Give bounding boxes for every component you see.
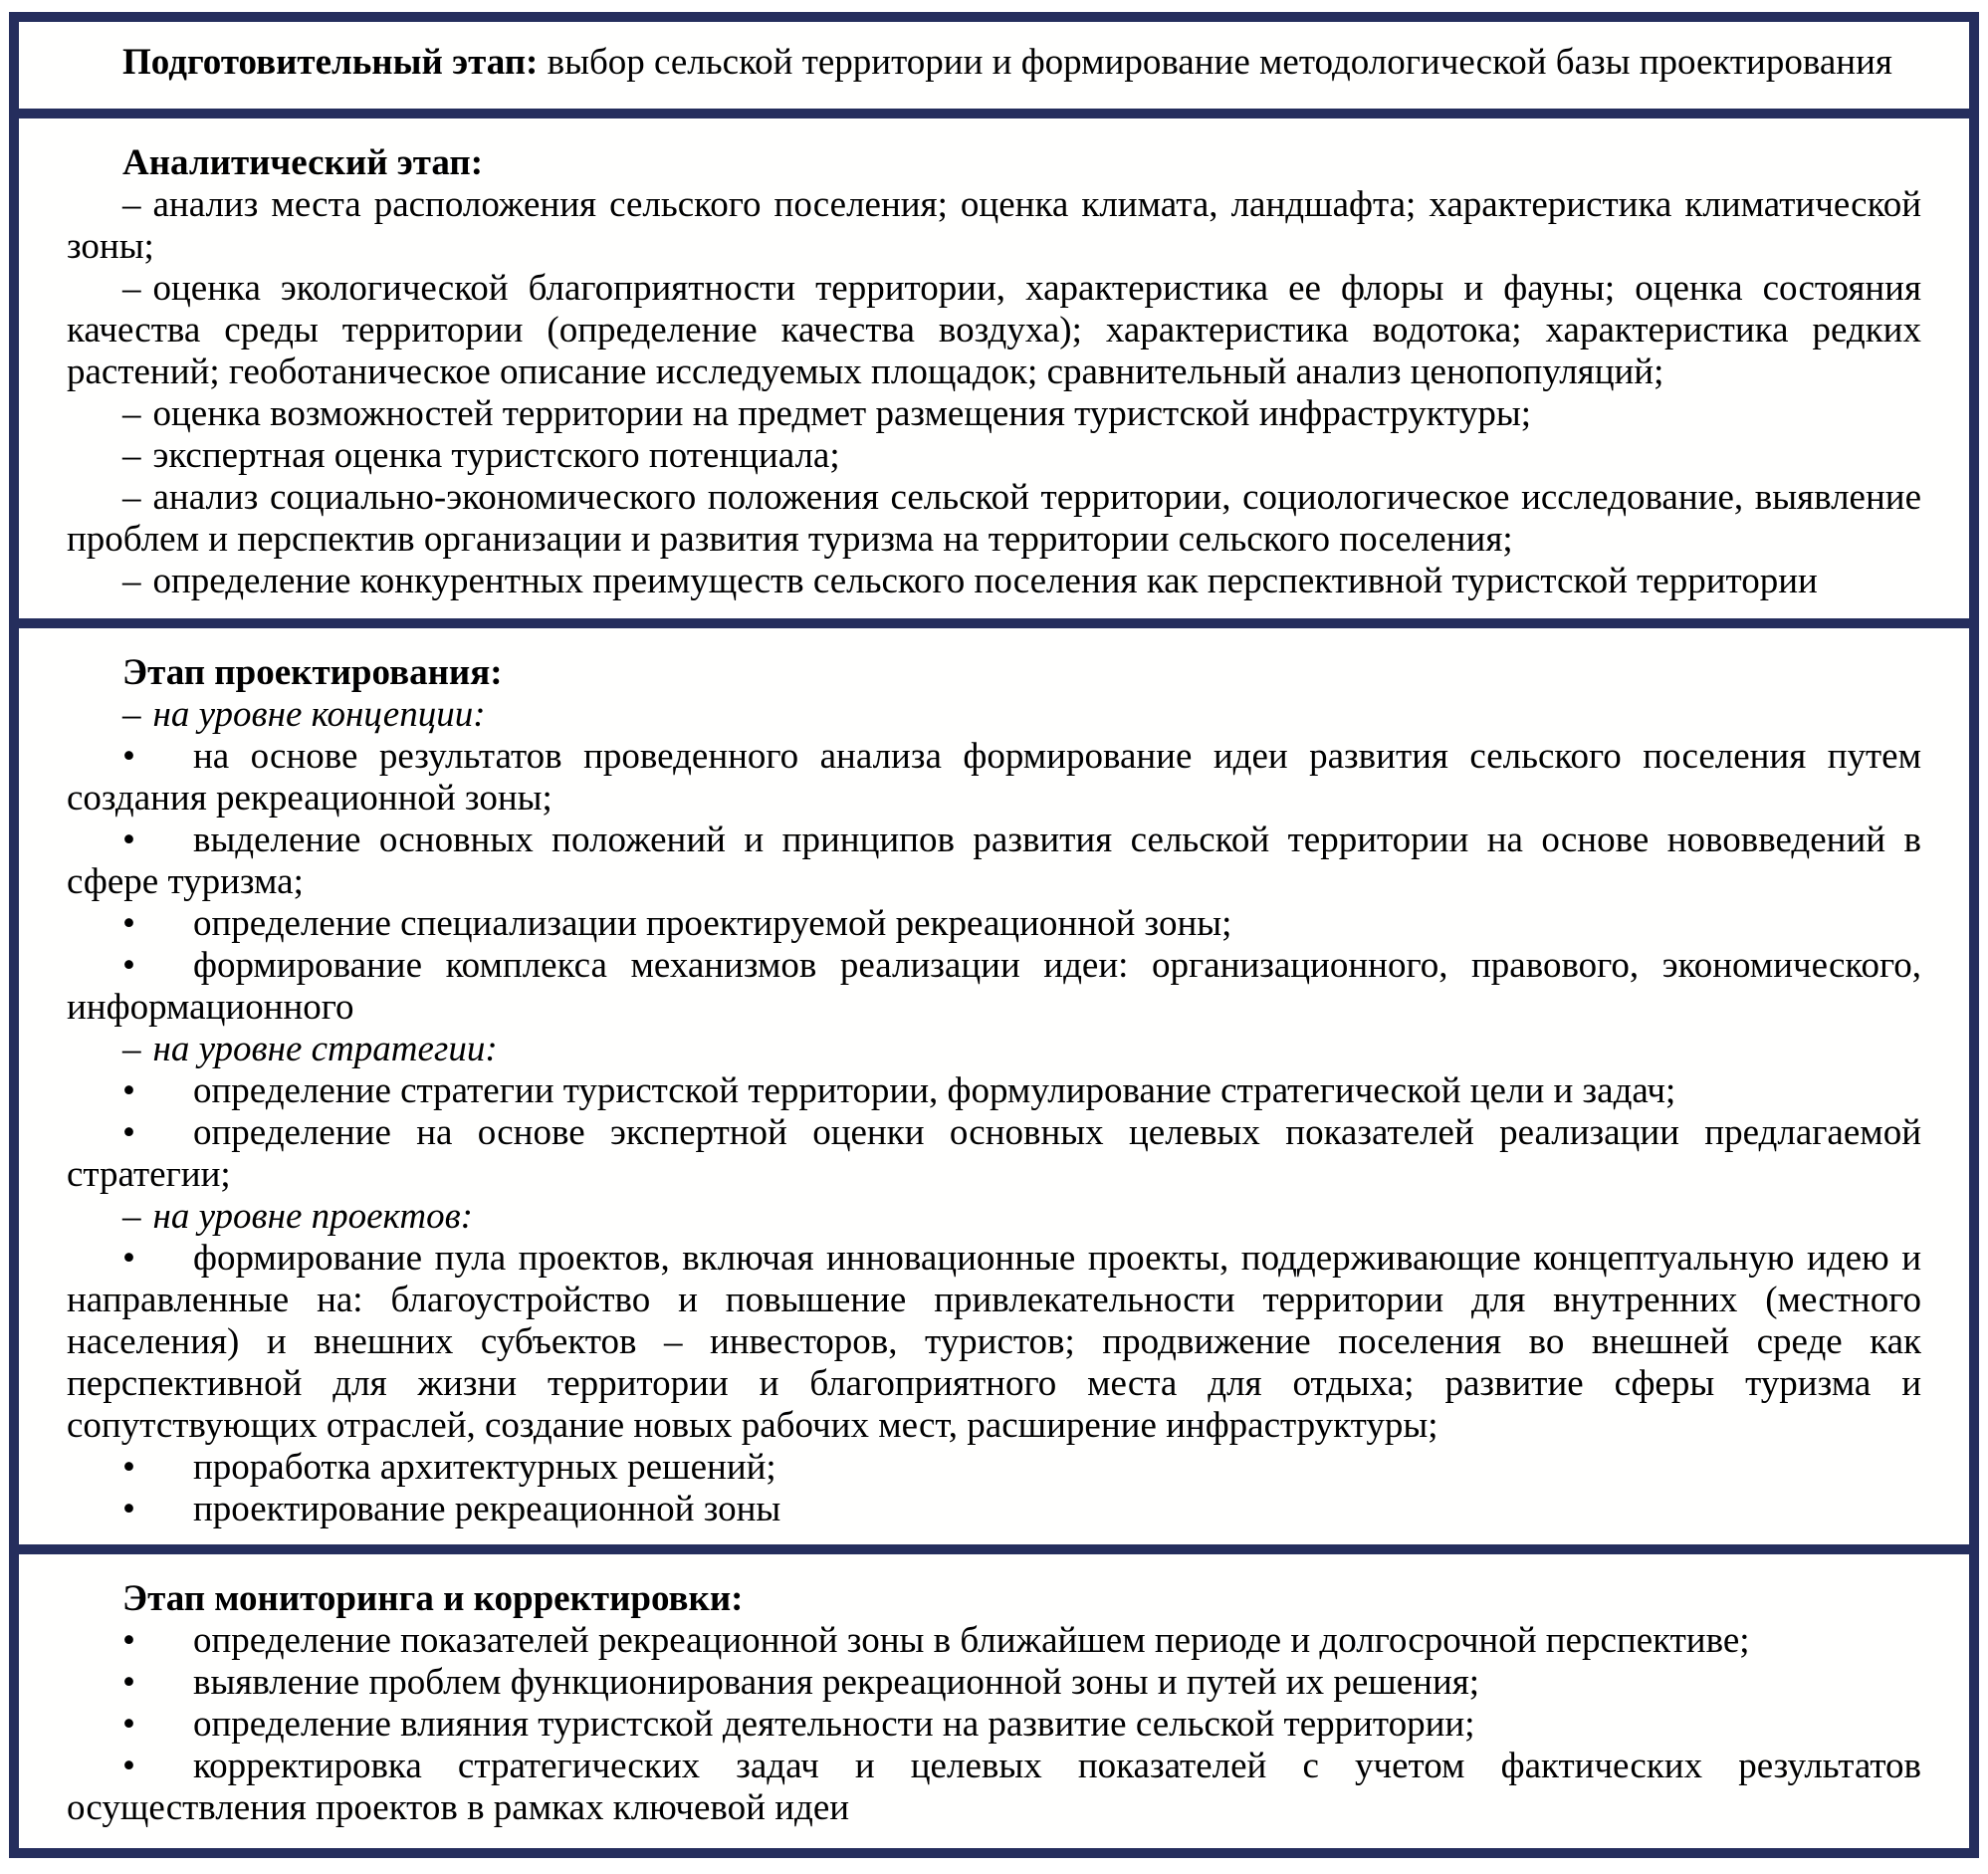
- bullet-marker: •: [122, 1662, 135, 1703]
- bullet-marker: •: [122, 736, 135, 777]
- stage-box-design: [9, 618, 1979, 1554]
- bullet-marker: •: [122, 1489, 135, 1529]
- stage-item-text: на уровне стратегии:: [152, 1029, 498, 1069]
- analytical-stage-heading: Аналитический этап:: [122, 142, 484, 183]
- stage-item: [67, 1196, 1921, 1238]
- stage-item-text: на уровне проектов:: [152, 1196, 473, 1237]
- stage-item-text: формирование комплекса механизмов реализации идеи: организационного, правового, экономического, информационного: [67, 945, 1921, 1028]
- stage-item: [67, 820, 1921, 903]
- stage-item-text: выделение основных положений и принципов развития сельской территории на основе нововведений в сфере туризма;: [67, 820, 1921, 902]
- bullet-marker: •: [122, 1620, 135, 1661]
- stage-item: [67, 694, 1921, 736]
- preparatory-stage-label: Подготовительный этап:: [122, 42, 539, 83]
- stage-item: [67, 1662, 1921, 1704]
- dash-marker: –: [122, 393, 141, 434]
- stage-item: [67, 945, 1921, 1029]
- stage-item: [67, 268, 1921, 393]
- stage-item-text: выявление проблем функционирования рекреационной зоны и путей их решения;: [192, 1662, 1480, 1703]
- stage-box-preparatory: [9, 12, 1979, 118]
- dash-marker: –: [122, 1196, 141, 1237]
- preparatory-stage-line: [67, 42, 1921, 84]
- stage-item-text: экспертная оценка туристского потенциала;: [152, 435, 840, 476]
- stage-item: [67, 1070, 1921, 1112]
- stage-item: [67, 393, 1921, 435]
- analytical-stage-items: [67, 184, 1921, 602]
- stage-item-text: оценка возможностей территории на предмет размещения туристской инфраструктуры;: [152, 393, 1532, 434]
- monitoring-stage-heading: Этап мониторинга и корректировки:: [122, 1578, 744, 1619]
- stage-item: [67, 736, 1921, 820]
- stage-item-text: анализ социально-экономического положения сельской территории, социологическое исследование, выявление проблем и перспектив организации и развития туризма на территории сельского поселения;: [67, 477, 1921, 560]
- stage-item-text: определение влияния туристской деятельности на развитие сельской территории;: [192, 1704, 1475, 1745]
- stage-item-text: определение показателей рекреационной зоны в ближайшем периоде и долгосрочной перспективе;: [192, 1620, 1750, 1661]
- bullet-marker: •: [122, 1746, 135, 1786]
- design-stage-heading: Этап проектирования:: [122, 652, 503, 693]
- bullet-marker: •: [122, 1447, 135, 1488]
- stage-item: [67, 1029, 1921, 1070]
- bullet-marker: •: [122, 1070, 135, 1111]
- stage-item: [67, 1704, 1921, 1746]
- stage-item-text: определение специализации проектируемой рекреационной зоны;: [192, 903, 1232, 944]
- dash-marker: –: [122, 435, 141, 476]
- stage-item: [67, 1620, 1921, 1662]
- bullet-marker: •: [122, 1704, 135, 1745]
- stage-item-text: на основе результатов проведенного анализа формирование идеи развития сельского поселения путем создания рекреационной зоны;: [67, 736, 1921, 819]
- stage-item-text: проработка архитектурных решений;: [192, 1447, 776, 1488]
- dash-marker: –: [122, 694, 141, 735]
- preparatory-stage-text: выбор сельской территории и формирование методологической базы проектирования: [538, 42, 1892, 83]
- stage-item: [67, 561, 1921, 602]
- stage-item: [67, 1746, 1921, 1829]
- stage-item-text: определение стратегии туристской территории, формулирование стратегической цели и задач;: [192, 1070, 1676, 1111]
- bullet-marker: •: [122, 820, 135, 860]
- stage-box-analytical: [9, 109, 1979, 628]
- stage-item-text: определение на основе экспертной оценки основных целевых показателей реализации предлагаемой стратегии;: [67, 1112, 1921, 1195]
- dash-marker: –: [122, 1029, 141, 1069]
- monitoring-stage-items: [67, 1620, 1921, 1829]
- bullet-marker: •: [122, 903, 135, 944]
- stage-item-text: корректировка стратегических задач и целевых показателей с учетом фактических результатов осуществления проектов в рамках ключевой идеи: [67, 1746, 1921, 1828]
- stage-item: [67, 1238, 1921, 1447]
- stage-item: [67, 1489, 1921, 1530]
- stage-item: [67, 477, 1921, 561]
- stage-item: [67, 1112, 1921, 1196]
- bullet-marker: •: [122, 1238, 135, 1279]
- stage-item-text: проектирование рекреационной зоны: [192, 1489, 781, 1529]
- stage-item: [67, 1447, 1921, 1489]
- design-stage-items: [67, 694, 1921, 1530]
- stage-item-text: оценка экологической благоприятности территории, характеристика ее флоры и фауны; оценка состояния качества среды территории (определение качества воздуха); характеристика водотока; характеристика редких растений; геоботаническое описание исследуемых площадок; сравнительный анализ ценопопуляций;: [67, 268, 1921, 392]
- dash-marker: –: [122, 477, 141, 518]
- stage-item: [67, 435, 1921, 477]
- stage-item-text: на уровне концепции:: [152, 694, 486, 735]
- dash-marker: –: [122, 184, 141, 225]
- dash-marker: –: [122, 268, 141, 309]
- stage-item: [67, 903, 1921, 945]
- stage-item-text: анализ места расположения сельского поселения; оценка климата, ландшафта; характеристика климатической зоны;: [67, 184, 1921, 267]
- stage-box-monitoring: [9, 1544, 1979, 1858]
- stage-item-text: формирование пула проектов, включая инновационные проекты, поддерживающие концептуальную идею и направленные на: благоустройство и повышение привлекательности территории для внутренних (местного населения) и внешних субъектов – инвесторов, туристов; продвижение поселения во внешней среде как перспективной для жизни территории и благоприятного места для отдыха; развитие сферы туризма и сопутствующих отраслей, создание новых рабочих мест, расширение инфраструктуры;: [67, 1238, 1921, 1446]
- dash-marker: –: [122, 561, 141, 601]
- stage-item-text: определение конкурентных преимуществ сельского поселения как перспективной туристской территории: [152, 561, 1818, 601]
- bullet-marker: •: [122, 945, 135, 986]
- stage-item: [67, 184, 1921, 268]
- bullet-marker: •: [122, 1112, 135, 1153]
